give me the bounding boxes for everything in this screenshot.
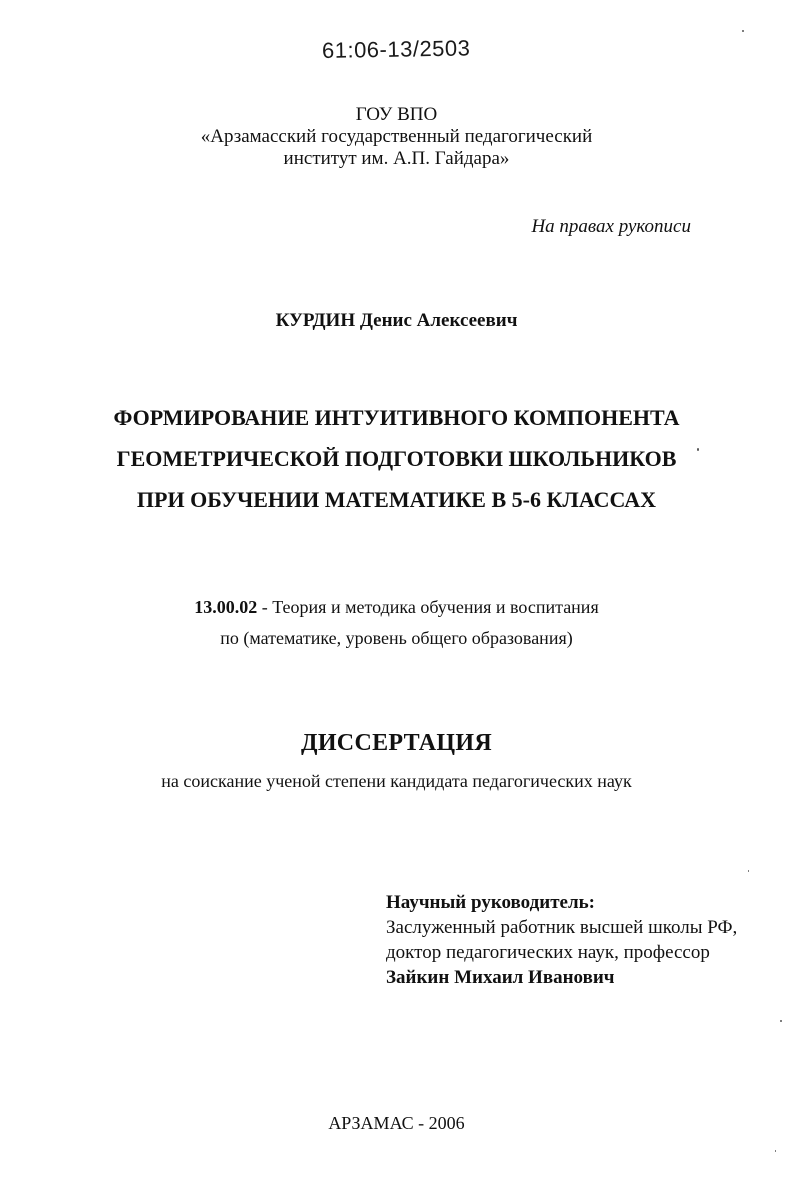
scan-speck	[748, 870, 749, 872]
specialty-code: 13.00.02	[194, 597, 258, 617]
title-line-3: ПРИ ОБУЧЕНИИ МАТЕМАТИКЕ В 5-6 КЛАССАХ	[136, 487, 657, 512]
document-type: ДИССЕРТАЦИЯ	[301, 730, 492, 756]
title-line-2: ГЕОМЕТРИЧЕСКОЙ ПОДГОТОВКИ ШКОЛЬНИКОВ	[116, 446, 677, 471]
degree-line: на соискание ученой степени кандидата педагогических наук	[161, 771, 632, 791]
institution-name-cont: институт им. А.П. Гайдара»	[283, 148, 510, 169]
scan-speck	[780, 1020, 782, 1022]
advisor-heading: Научный руководитель:	[386, 892, 595, 913]
scan-speck	[775, 1150, 776, 1152]
advisor-block	[386, 890, 737, 990]
author-name: КУРДИН Денис Алексеевич	[275, 310, 518, 331]
institution-block	[0, 104, 793, 170]
scan-speck	[742, 30, 744, 32]
title-line-1: ФОРМИРОВАНИЕ ИНТУИТИВНОГО КОМПОНЕНТА	[113, 405, 680, 430]
specialty-name: - Теория и методика обучения и воспитания	[257, 597, 599, 617]
dissertation-title	[0, 397, 793, 520]
scan-speck	[697, 448, 699, 451]
city-year: АРЗАМАС - 2006	[328, 1113, 465, 1133]
catalog-number: 61:06-13/2503	[321, 35, 471, 63]
specialty-detail: по (математике, уровень общего образования)	[220, 628, 573, 648]
institution-type: ГОУ ВПО	[355, 104, 438, 125]
institution-name: «Арзамасский государственный педагогический	[200, 126, 593, 147]
specialty-block	[0, 592, 793, 654]
advisor-title-1: Заслуженный работник высшей школы РФ,	[386, 917, 738, 938]
manuscript-rights: На правах рукописи	[531, 216, 691, 237]
advisor-name: Зайкин Михаил Иванович	[386, 967, 615, 988]
specialty-line	[0, 592, 793, 623]
advisor-title-2: доктор педагогических наук, профессор	[386, 942, 710, 963]
